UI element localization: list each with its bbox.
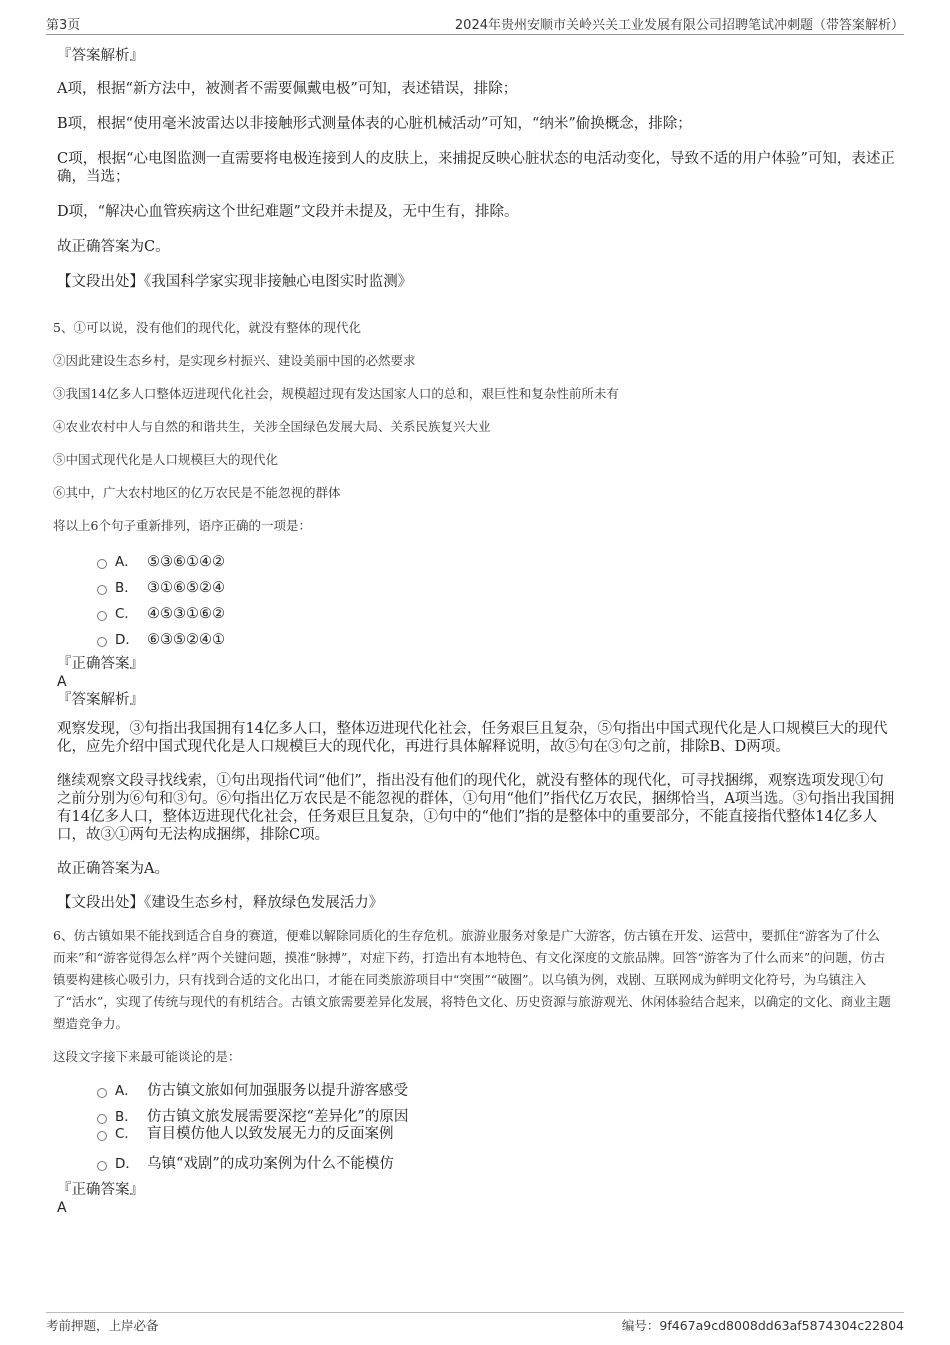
q5-correct-answer: A (57, 674, 67, 690)
q5-analysis-1: 观察发现，③句指出我国拥有14亿多人口，整体迈进现代化社会，任务艰巨且复杂，⑤句指出中国式现代化是人口规模巨大的现代化，应先介绍中国式现代化是人口规模巨大的现代化，再进行具体解释说明，故⑤句在③句之前，排除B、D两项。 (57, 721, 888, 755)
q5-line-3: ③我国14亿多人口整体迈进现代化社会，规模超过现有发达国家人口的总和，艰巨性和复杂性前所未有 (53, 386, 619, 401)
q6-correct-answer: A (57, 1200, 67, 1216)
page-header (46, 12, 904, 35)
q6-choice-b[interactable]: B． 仿古镇文旅发展需要深挖“差异化”的原因 (97, 1104, 895, 1121)
q5-line-6: ⑥其中，广大农村地区的亿万农民是不能忽视的群体 (53, 485, 341, 500)
q5-conclusion: 故正确答案为A。 (57, 861, 169, 877)
q5-choice-b[interactable]: B． ③①⑥⑤②④ (97, 575, 895, 601)
q5-correct-label: 『正确答案』 (57, 656, 144, 672)
page-number: 第3页 (46, 18, 81, 33)
q5-line-4: ④农业农村中人与自然的和谐共生，关涉全国绿色发展大局、关系民族复兴大业 (53, 419, 491, 434)
footer-slogan: 考前押题，上岸必备 (46, 1318, 159, 1333)
radio-icon[interactable] (97, 611, 107, 621)
q6-choice-a[interactable]: A． 仿古镇文旅如何加强服务以提升游客感受 (97, 1078, 895, 1104)
q6-stem: 这段文字接下来最可能谈论的是： (53, 1049, 241, 1064)
radio-icon[interactable] (97, 585, 107, 595)
page-footer (46, 1312, 904, 1337)
q5-choice-c[interactable]: C． ④⑤③①⑥② (97, 601, 895, 627)
q5-source: 【文段出处】《建设生态乡村，释放绿色发展活力》 (57, 895, 384, 911)
radio-icon[interactable] (97, 1161, 107, 1171)
q4-conclusion: 故正确答案为C。 (57, 239, 170, 255)
q6-passage: 6、仿古镇如果不能找到适合自身的赛道，便难以解除同质化的生存危机。旅游业服务对象是广大游客，仿古镇在开发、运营中，要抓住“游客为了什么而来”和“游客觉得怎么样”两个关键问题，摸准“脉搏”，对症下药，打造出有本地特色、有文化深度的文旅品牌。回答“游客为了什么而来”的问题，仿古镇要构建核心吸引力，只有找到合适的文化出口，才能在同类旅游项目中“突围”“破圈”。以乌镇为例，戏剧、互联网成为鲜明文化符号，为乌镇注入了“活水”，实现了传统与现代的有机结合。古镇文旅需要差异化发展，将特色文化、历史资源与旅游观光、休闲体验结合起来，以确定的文化、商业主题塑造竞争力。 (53, 928, 891, 1031)
q4-analysis-c: C项，根据“心电图监测一直需要将电极连接到人的皮肤上，来捕捉反映心脏状态的电活动变化，导致不适的用户体验”可知，表述正确，当选； (57, 151, 895, 185)
q4-analysis-a: A项，根据“新方法中，被测者不需要佩戴电极”可知，表述错误，排除； (57, 81, 518, 97)
q4-analysis-label: 『答案解析』 (57, 48, 144, 64)
q5-analysis-2: 继续观察文段寻找线索，①句出现指代词“他们”，指出没有他们的现代化，就没有整体的现代化，可寻找捆绑，观察选项发现①句之前分别为⑥句和③句。⑥句指出亿万农民是不能忽视的群体，①句用“他们”指代亿万农民，捆绑恰当，A项当选。③句指出我国拥有14亿多人口，整体迈进现代化社会，任务艰巨且复杂，①句中的“他们”指的是整体中的重要部分，不能直接指代整体14亿多人口，故③①两句无法构成捆绑，排除C项。 (57, 773, 895, 843)
document-title: 2024年贵州安顺市关岭兴关工业发展有限公司招聘笔试冲刺题（带答案解析） (454, 18, 904, 33)
q5-line-2: ②因此建设生态乡村，是实现乡村振兴、建设美丽中国的必然要求 (53, 353, 416, 368)
q5-analysis-label: 『答案解析』 (57, 692, 144, 708)
q6-choice-d[interactable]: D． 乌镇“戏剧”的成功案例为什么不能模仿 (97, 1151, 895, 1177)
q4-analysis-d: D项，“解决心血管疾病这个世纪难题”文段并未提及，无中生有，排除。 (57, 204, 519, 220)
q6-correct-label: 『正确答案』 (57, 1182, 144, 1198)
q5-line-5: ⑤中国式现代化是人口规模巨大的现代化 (53, 452, 279, 467)
radio-icon[interactable] (97, 1088, 107, 1098)
footer-serial: 编号：9f467a9cd8008dd63af5874304c22804 (621, 1318, 904, 1333)
page-content (53, 40, 895, 1217)
q4-analysis-b: B项，根据“使用毫米波雷达以非接触形式测量体表的心脏机械活动”可知，“纳米”偷换概念，排除； (57, 116, 692, 132)
radio-icon[interactable] (97, 559, 107, 569)
q4-source: 【文段出处】《我国科学家实现非接触心电图实时监测》 (57, 274, 413, 290)
q5-choice-d[interactable]: D． ⑥③⑤②④① (97, 627, 895, 653)
q5-stem: 将以上6个句子重新排列，语序正确的一项是： (53, 518, 311, 533)
q5-choices (97, 549, 895, 653)
q6-choice-c[interactable]: C． 盲目模仿他人以致发展无力的反面案例 (97, 1121, 895, 1147)
q5-choice-a[interactable]: A． ⑤③⑥①④② (97, 549, 895, 575)
radio-icon[interactable] (97, 1131, 107, 1141)
radio-icon[interactable] (97, 637, 107, 647)
q5-line-1: 5、①可以说，没有他们的现代化，就没有整体的现代化 (53, 320, 361, 335)
q6-choices (97, 1078, 895, 1177)
